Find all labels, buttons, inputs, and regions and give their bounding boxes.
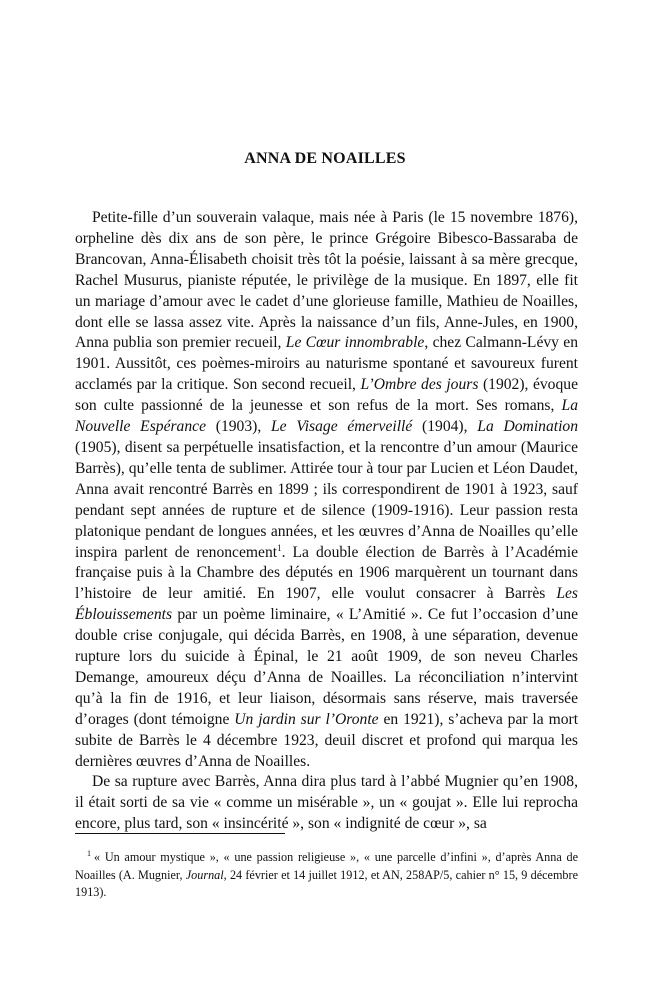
footnote xyxy=(75,849,578,902)
text-run: (1905), disent sa perpétuelle insatisfaction, et la rencontre d’un amour (Maurice Barrès), qu’elle tenta de sublimer. Attirée tour à tour par Lucien et Léon Daudet, Anna avait rencontré Barrès en 1899 ; ils correspondirent de 1901 à 1923, sauf pendant sept années de rupture et de silence (1909-1916). Leur passion resta platonique pendant de longues années, et les œuvres d’Anna de Noailles qu’elle inspira parlent de renoncement xyxy=(75,438,578,561)
footnote-ref: 1 xyxy=(277,542,282,553)
text-run: Petite-fille d’un souverain valaque, mais née à Paris (le 15 novembre 1876), orpheline dès dix ans de son père, le prince Grégoire Bibesco-Bassaraba de Brancovan, Anna-Élisabeth choisit très tôt la poésie, laissant à sa mère grecque, Rachel Musurus, pianiste réputée, le privilège de la musique. En 1897, elle fit un mariage d’amour avec le cadet d’une glorieuse famille, Mathieu de Noailles, dont elle se lassa assez vite. Après la naissance d’un fils, Anne-Jules, en 1900, Anna publia son premier recueil, xyxy=(75,209,578,352)
text-run: , chez Calmann-Lévy en 1901. Aussitôt, ces poèmes-miroirs au naturisme spontané et savoureux furent acclamés par la critique. Son second recueil, xyxy=(75,334,578,394)
chapter-title: ANNA DE NOAILLES xyxy=(244,150,406,167)
italic-title: La Nouvelle Espérance xyxy=(75,397,578,436)
text-run: (1904), xyxy=(412,418,478,436)
text-run: De sa rupture avec Barrès, Anna dira plus tard à l’abbé Mugnier qu’en 1908, il était sorti de sa vie « comme un misérable », un « goujat ». Elle lui reprocha encore, plus tard, son « insincérité », son « indignité de cœur », sa xyxy=(75,773,578,833)
italic-title: La Domination xyxy=(477,418,579,436)
text-run: , 24 février et 14 juillet 1912, et AN, 258AP/5, cahier n° 15, 9 décembre 1913). xyxy=(75,867,578,899)
footnote-text xyxy=(75,849,578,902)
paragraph xyxy=(75,772,578,835)
italic-title: Journal xyxy=(185,867,224,882)
text-run: « Un amour mystique », « une passion religieuse », « une parcelle d’infini », d’après Anna de Noailles (A. Mugnier, xyxy=(75,850,578,882)
paragraph xyxy=(75,208,578,772)
body-text xyxy=(75,208,578,835)
footnote-separator xyxy=(75,833,285,834)
text-run: (1903), xyxy=(206,418,271,436)
text-run: . La double élection de Barrès à l’Académie française puis à la Chambre des députés en 1906 marquèrent un tournant dans l’histoire de leur amitié. En 1907, elle voulut consacrer à Barrès xyxy=(75,543,578,603)
italic-title: Le Visage émerveillé xyxy=(270,418,413,436)
italic-title: Le Cœur innombrable xyxy=(285,334,425,352)
italic-title: Les Éblouissements xyxy=(75,585,578,624)
text-run: en 1921), s’acheva par la mort subite de Barrès le 4 décembre 1923, deuil discret et profond qui marqua les dernières œuvres d’Anna de Noailles. xyxy=(75,710,579,770)
text-run: par un poème liminaire, « L’Amitié ». Ce fut l’occasion d’une double crise conjugale, qui décida Barrès, en 1908, à une séparation, devenue rupture lors du suicide à Épinal, le 21 août 1909, de son neveu Charles Demange, amoureux déçu d’Anna de Noailles. La réconciliation n’intervint qu’à la fin de 1916, et leur liaison, désormais sans réserve, mais traversée d’orages (dont témoigne xyxy=(75,606,578,728)
italic-title: L’Ombre des jours xyxy=(360,376,479,394)
italic-title: Un jardin sur l’Oronte xyxy=(234,710,379,728)
footnote-ref: 1 xyxy=(87,849,91,858)
text-run: (1902), évoque son culte passionné de la jeunesse et son refus de la mort. Ses romans, xyxy=(75,376,578,415)
